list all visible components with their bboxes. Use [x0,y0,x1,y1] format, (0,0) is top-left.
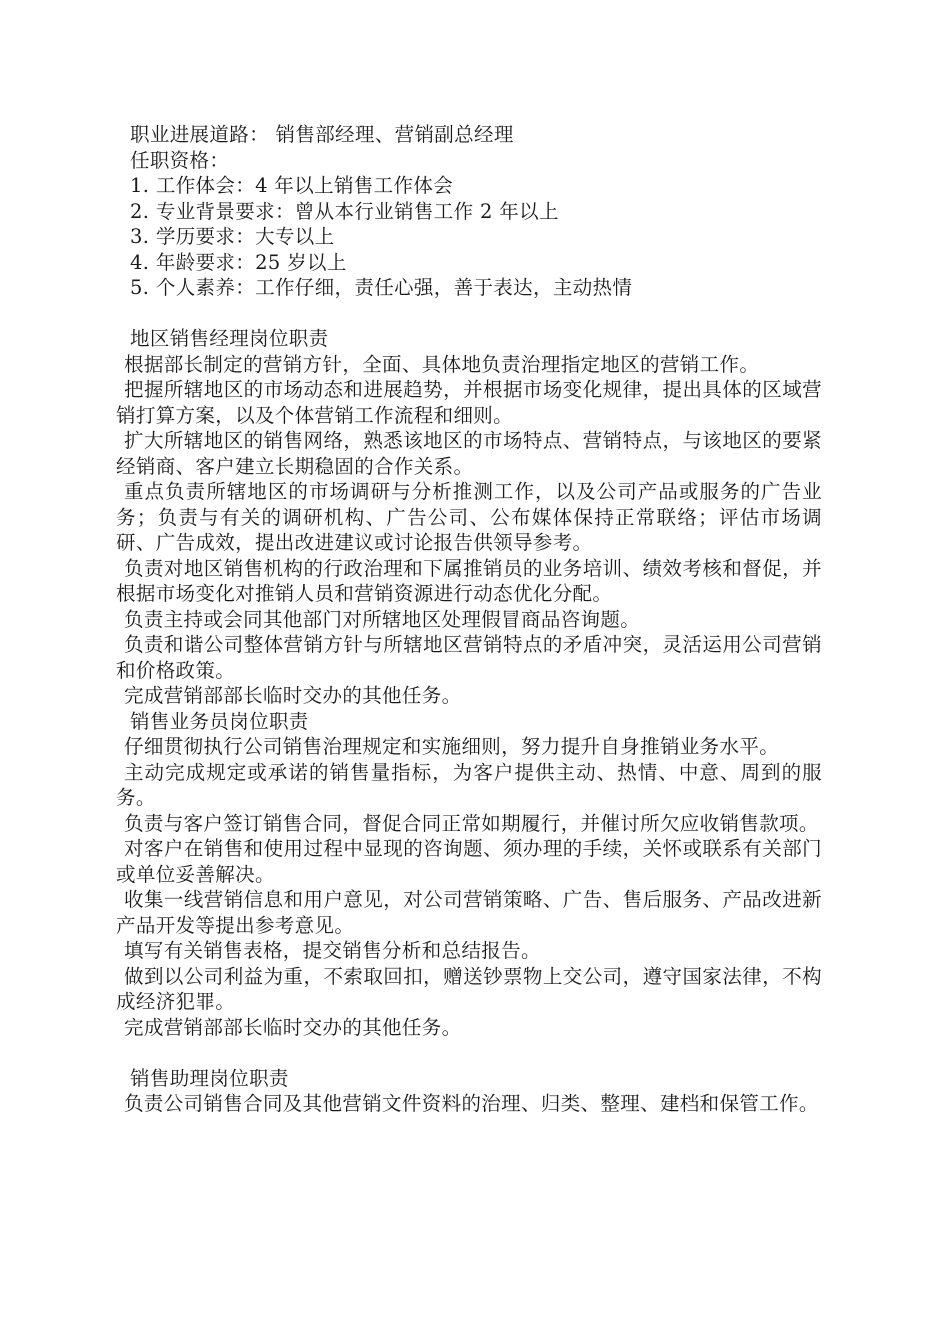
career-path: 职业进展道路： 销售部经理、营销副总经理 [130,123,514,146]
qualification-item: 2. 专业背景要求：曾从本行业销售工作 2 年以上 [130,199,559,223]
regional-manager-duty: 扩大所辖地区的销售网络，熟悉该地区的市场特点、营销特点，与该地区的要紧经销商、客户建立长期稳固的合作关系。 [116,429,822,478]
regional-manager-heading: 地区销售经理岗位职责 [130,327,329,350]
salesperson-duty: 做到以公司利益为重，不索取回扣，赠送钞票物上交公司，遵守国家法律，不构成经济犯罪。 [116,964,822,1013]
salesperson-duty: 收集一线营销信息和用户意见，对公司营销策略、广告、售后服务、产品改进新产品开发等提出参考意见。 [116,888,822,937]
qualifications-heading: 任职资格： [130,148,230,172]
regional-manager-duty: 负责对地区销售机构的行政治理和下属推销员的业务培训、绩效考核和督促，并根据市场变化对推销人员和营销资源进行动态优化分配。 [116,556,822,605]
salesperson-duty: 负责与客户签订销售合同，督促合同正常如期履行，并催讨所欠应收销售款项。 [124,811,819,835]
qualification-item: 4. 年龄要求：25 岁以上 [130,250,347,274]
regional-manager-duty: 完成营销部部长临时交办的其他任务。 [124,684,462,707]
salesperson-duty: 仔细贯彻执行公司销售治理规定和实施细则，努力提升自身推销业务水平。 [124,735,780,758]
salesperson-duty: 填写有关销售表格，提交销售分析和总结报告。 [124,939,541,962]
regional-manager-duty: 把握所辖地区的市场动态和进展趋势，并根据市场变化规律，提出具体的区域营销打算方案，以及个体营销工作流程和细则。 [116,378,822,427]
regional-manager-duty: 重点负责所辖地区的市场调研与分析推测工作，以及公司产品或服务的广告业务；负责与有关的调研机构、广告公司、公布媒体保持正常联络；评估市场调研、广告成效，提出改进建议或讨论报告供领导参考。 [116,480,822,554]
qualification-item: 5. 个人素养：工作仔细，责任心强，善于表达，主动热情 [130,276,633,299]
salesperson-duty: 主动完成规定或承诺的销售量指标，为客户提供主动、热情、中意、周到的服务。 [116,760,822,809]
document-body [116,122,822,1117]
salesperson-duty: 对客户在销售和使用过程中显现的咨询题、须办理的手续，关怀或联系有关部门或单位妥善解决。 [116,837,822,886]
sales-assistant-heading: 销售助理岗位职责 [130,1066,289,1090]
section-spacer [116,301,822,327]
regional-manager-duty: 负责主持或会同其他部门对所辖地区处理假冒商品咨询题。 [124,607,641,631]
qualification-item: 3. 学历要求：大专以上 [130,225,335,248]
regional-manager-duty: 根据部长制定的营销方针，全面、具体地负责治理指定地区的营销工作。 [124,352,760,376]
salesperson-duty: 完成营销部部长临时交办的其他任务。 [124,1015,462,1039]
qualification-item: 1. 工作体会：4 年以上销售工作体会 [130,174,454,197]
regional-manager-duty: 负责和谐公司整体营销方针与所辖地区营销特点的矛盾冲突，灵活运用公司营销和价格政策。 [116,633,822,682]
section-spacer [116,1040,822,1066]
sales-assistant-duty: 负责公司销售合同及其他营销文件资料的治理、归类、整理、建档和保管工作。 [124,1092,819,1115]
salesperson-heading: 销售业务员岗位职责 [130,709,309,733]
